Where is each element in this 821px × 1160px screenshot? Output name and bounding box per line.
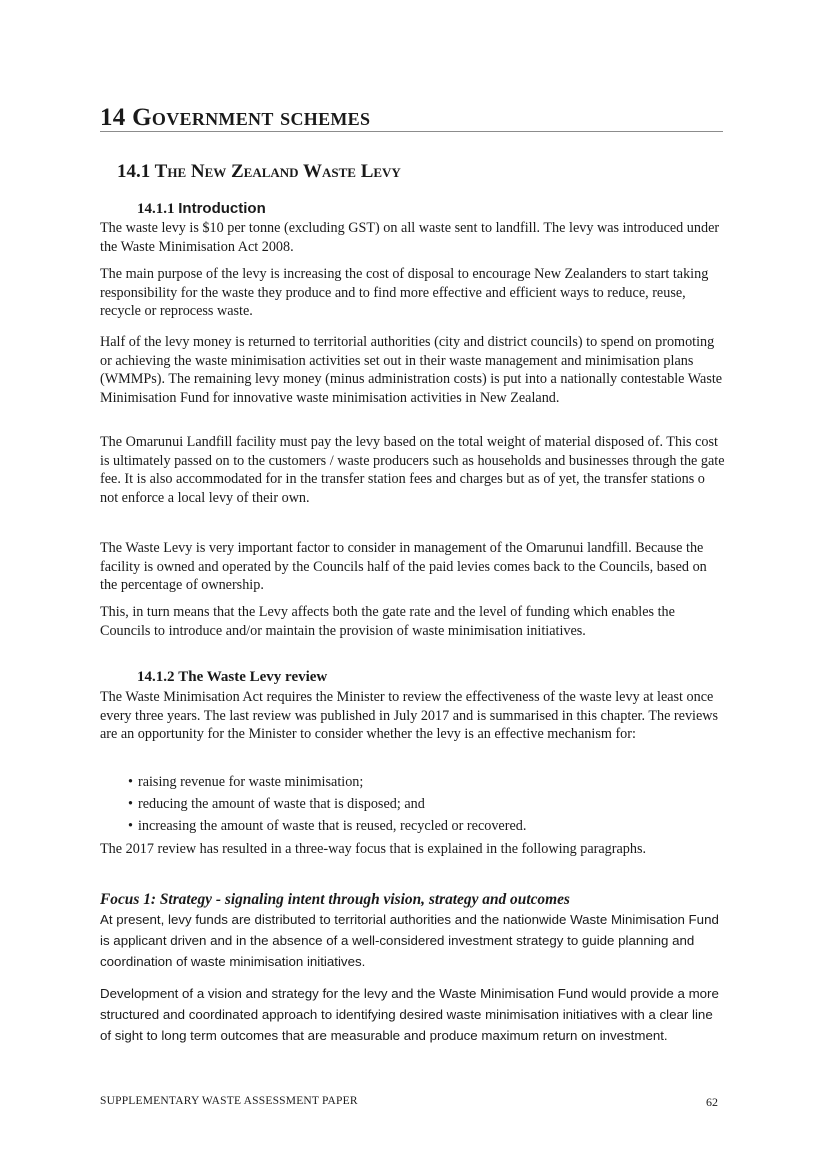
subsection-heading-introduction	[137, 200, 266, 218]
intro-paragraph-4: The Omarunui Landfill facility must pay the levy based on the total weight of material disposed of. This cost is ultimately passed on to the customers / waste producers such as households and businesses through the gate fee. It is also accommodated for in the transfer station fees and charges but as of yet, the transfer stations o not enforce a local levy of their own.	[100, 434, 725, 506]
bullet-list	[128, 771, 526, 837]
chapter-title: Government schemes	[132, 104, 371, 131]
page-number: 62	[706, 1095, 718, 1109]
chapter-number: 14	[100, 104, 126, 131]
review-paragraph: The Waste Minimisation Act requires the Minister to review the effectiveness of the waste levy at least once every three years. The last review was published in July 2017 and is summarised in this chapter. The reviews are an opportunity for the Minister to consider whether the levy is an effective mechanism for:	[100, 689, 719, 743]
list-item: • raising revenue for waste minimisation;	[128, 771, 526, 793]
footer-document-title: SUPPLEMENTARY WASTE ASSESSMENT PAPER	[100, 1095, 358, 1107]
chapter-heading	[100, 104, 724, 132]
intro-paragraph-3: Half of the levy money is returned to territorial authorities (city and district councils) to spend on promoting or achieving the waste minimisation activities set out in their waste management and minimisation plans (WMMPs). The remaining levy money (minus administration costs) is put into a nationally contestable Waste Minimisation Fund for innovative waste minimisation activities in New Zealand.	[100, 334, 723, 406]
intro-paragraph-1: The waste levy is $10 per tonne (excluding GST) on all waste sent to landfill. The levy was introduced under the Waste Minimisation Act 2008.	[100, 220, 720, 255]
heading-divider	[100, 131, 723, 132]
subsection-heading-review	[137, 669, 327, 686]
intro-paragraph-5: The Waste Levy is very important factor to consider in management of the Omarunui landfill. Because the facility is owned and operated by the Councils half of the paid levies comes back to the Councils, based on the percentage of ownership.	[100, 540, 707, 594]
intro-paragraph-6: This, in turn means that the Levy affects both the gate rate and the level of funding which enables the Councils to introduce and/or maintain the provision of waste minimisation initiatives.	[100, 604, 675, 639]
intro-paragraph-2: The main purpose of the levy is increasing the cost of disposal to encourage New Zealanders to start taking responsibility for the waste they produce and to find more effective and efficient ways to reduce, reuse, recycle or reprocess waste.	[100, 266, 709, 320]
list-item: • reducing the amount of waste that is disposed; and	[128, 793, 526, 815]
subsection-number: 14.1.2	[137, 669, 175, 685]
focus-paragraph-1: At present, levy funds are distributed to territorial authorities and the nationwide Waste Minimisation Fund is applicant driven and in the absence of a well-considered investment strategy to guide planning and coordination of waste minimisation initiatives.	[100, 912, 719, 969]
focus-paragraph-2: Development of a vision and strategy for the levy and the Waste Minimisation Fund would provide a more structured and coordinated approach to identifying desired waste minimisation initiatives with a clear line of sight to long term outcomes that are measurable and produce maximum return on investment.	[100, 986, 719, 1043]
list-item: • increasing the amount of waste that is reused, recycled or recovered.	[128, 815, 526, 837]
section-heading: 14.1 The New Zealand Waste Levy	[117, 161, 401, 182]
subsection-title: The Waste Levy review	[178, 669, 328, 685]
subsection-number: 14.1.1	[137, 201, 175, 217]
focus-heading: Focus 1: Strategy - signaling intent through vision, strategy and outcomes	[100, 891, 570, 908]
subsection-title: Introduction	[178, 200, 266, 217]
review-result-paragraph: The 2017 review has resulted in a three-way focus that is explained in the following paragraphs.	[100, 841, 647, 857]
